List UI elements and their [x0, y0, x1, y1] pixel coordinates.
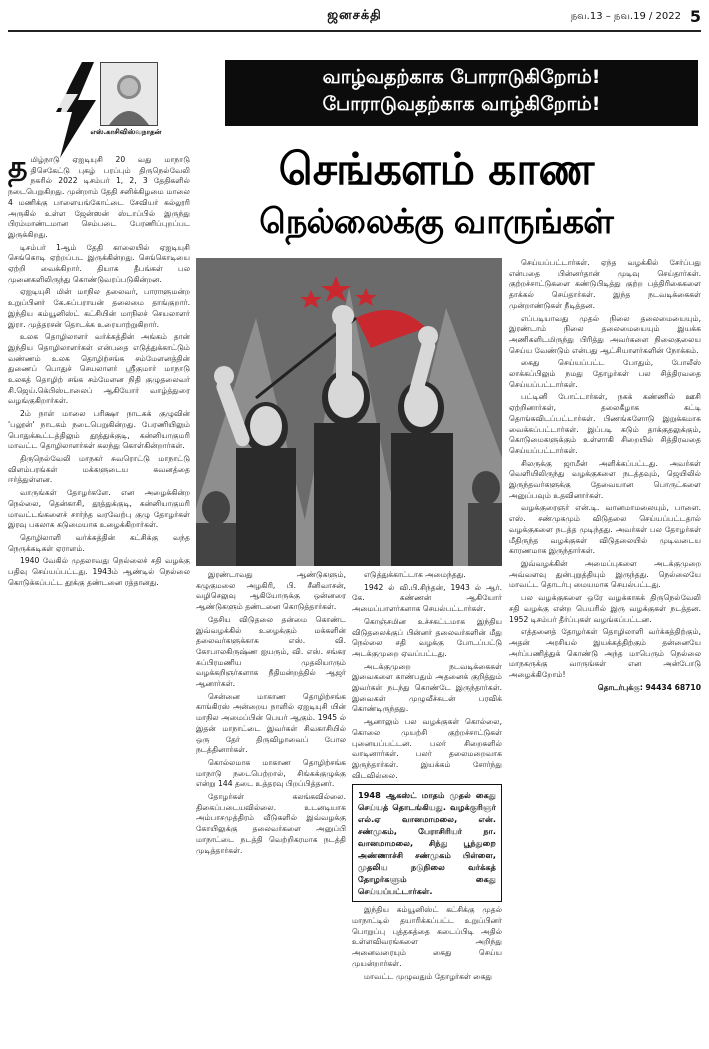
- paragraph: எப்படியாவது முதல் நிலை தலைமையையும், இரண்டாம் நிலை தலைமையையும் இயக்க அணிகளிடமிருந்து பிரித்து அவர்களை நிலைகுலைய செய்ய வேண்டும் என்பது ஆட்சியாளர்களின் நோக்கம்.: [509, 313, 701, 355]
- paragraph: கொல்லமாக மாகாண தொழிற்சங்க மாநாடு நடைபெற்றால், சிங்கக்குழுக்கு என்று 144 தடை உத்தரவு பிறப்பித்தனர்.: [196, 757, 346, 789]
- slogan-banner: [225, 60, 698, 126]
- paragraph: மாவட்ட முழுவதும் தோழர்கள் கைது: [364, 971, 492, 981]
- paragraph: தொழிலாளி வர்க்கத்தின் கட்சிக்கு வந்த நெருக்கடிகள் ஏராளம்.: [8, 532, 190, 553]
- headline: [170, 142, 702, 246]
- paragraph: பட்டினி போட்டார்கள், நகக் கண்ணில் ஊசி ஏற்றினார்கள், தலைகீழாக கட்டி தொங்கவிடப்பட்டார்கள். பிணங்களோடு இறுக்கமாக வைக்கப்பட்டார்கள். இப்படி கடும் தாக்குதலுக்கும், கொடுமைகளுக்கும் உள்ளாகி சிறையில் சித்திரவதை செய்யப்பட்டார்கள்.: [509, 392, 701, 455]
- paragraph: வழக்குரைஞர் என்.டி. வானமாமலையும், பாளை. எஸ். சண்முகமும் விடுதலை செய்யப்பட்டதால் வழக்குகளை நடத்த முடிந்தது. அவர்கள் பல தோழர்கள் மீதிருந்த வழக்குகள் விடுதலையில் முடிவடைய காரணமாக இருந்தார்கள்.: [509, 503, 701, 556]
- slogan-line-2: போராடுவதற்காக வாழ்கிறோம்!: [322, 93, 601, 115]
- paragraph: கொஞ்சமின உச்சகட்டமாக இந்திய விடுதலைக்குப் பின்னர் தலைவர்களின் மீது நெல்லை சதி வழக்கு போடப்பட்டு அடக்குமுறை ஏவப்பட்டது.: [352, 616, 502, 658]
- paragraph: திருநெல்வேலி மாநகர் சுவரொட்டு மாநாட்டு விளம்பரங்கள் மக்களுடைய கவனத்தை ஈர்த்துள்ளன.: [8, 453, 190, 485]
- column-4-body: [509, 258, 701, 681]
- contact-line: தொடர்புக்கு: 94434 68710: [597, 682, 701, 692]
- paragraph: சிலருக்கு ஜாமீன் அளிக்கப்பட்டது. அவர்கள் வெளியிலிருந்து வழக்குகளை நடத்தவும், ஜெயிலில் இருந்தவர்களுக்கு தேவையான பொருட்களை அனுப்பவும் உதவினார்கள்.: [509, 458, 701, 500]
- page-number: 5: [689, 7, 701, 26]
- column-3-body-a: [352, 570, 502, 781]
- illustration: [196, 258, 502, 566]
- paragraph: கைது செய்யப்பட்ட போதும், போலீஸ் லாக்கப்பிலும் நமது தோழர்கள் பல சித்திரவதை செய்யப்பட்டார்கள்.: [509, 358, 701, 389]
- slogan-line-1: வாழ்வதற்காக போராடுகிறோம்!: [322, 66, 601, 88]
- author-name: எஸ்.காசிவிஸ்வநாதன்: [90, 128, 162, 136]
- paragraph: அடக்குமுறை நடவடிக்கைகள் இவைகளை காண்பதும் அதனைக் குறித்தும் இவர்கள் நடந்து கொண்டே இருந்தார்கள். இவைகள் முழுவீச்சுடன் பரவிக் கொண்டிருந்தது.: [352, 661, 502, 714]
- paper-name: ஜனசக்தி: [327, 8, 382, 23]
- paragraph: டிசம்பர் 1ஆம் தேதி காலையில் ஏஐடியுசி செங்கொடி ஏற்றப்பட இருக்கின்றது. செங்கொடியை ஏற்றி வைக்கிறார். தியாக தீபங்கள் பல முனைகளிலிருந்து கொண்டுவரப்படுகின்றன.: [8, 242, 190, 284]
- column-2: [196, 570, 346, 1043]
- paragraph: மிழ்நாடு ஏஐடியுசி 20 வது மாநாடு திசெகேட்டு புகழ் பரப்பும் திருநெல்வேலி நகரில் 2022 டிசம்பர் 1, 2, 3 தேதிகளில் நடைபெறுகிறது. முன்றாம் தேதி சனிக்கிழமை மாலை 4 மணிக்கு பாளையங்கோட்டை சேவியர் கல்லூரி அருகில் உள்ள ஜேன்ஸன் ஸ்டாப்பில் இருந்து பிரம்மாண்டமான செம்படை பேரணிப்புறப்பட இருக்கிறது.: [8, 155, 190, 239]
- issue-date: நவ.13 – நவ.19 / 2022: [570, 11, 681, 22]
- paragraph: இரண்டாவது ஆண்டுகளும், கழுகுமலை அழகிரி, பி. சீனிவாசன், வழிசெலுவு ஆகியோருக்கு ஒன்னரை ஆண்டுகளும் தண்டனை கொடுத்தார்கள்.: [196, 570, 346, 612]
- author-photo: [100, 62, 158, 126]
- lightning-bolt-icon: [38, 62, 106, 158]
- column-1-body: [8, 155, 190, 588]
- drop-cap: த: [8, 155, 28, 185]
- paragraph: ஆனாலும் பல வழக்குகள் கொல்லை, கொலை முயற்சி குற்றச்சாட்டுகள் புனையப்பட்டன. பலர் சிறைகளில் வாடினார்கள். பலர் தலைமறைவாக இருந்தார்கள். இயக்கம் சோர்ந்து விடவில்லை.: [352, 717, 502, 780]
- headline-line-1: செங்களம் காண: [278, 144, 594, 195]
- paragraph: 2ம் நாள் மாலை பரிக்ஷா நாடகக் குழுவின் 'பலூன்' நாடகம் நடைபெறுகின்றது. பேரணியிலும் பொதுக்கூட்டத்திலும் தூத்துக்குடி, கன்னியாகுமரி மாவட்ட தொழிலாளர்கள் கலந்து கொள்கின்றார்கள்.: [8, 409, 190, 451]
- paragraph: தேசிய விடுதலை தன்மை கொண்ட இவ்வழக்கில் உழைக்கும் மக்களின் தலைவர்களுக்காக எஸ். வி. கோபாலகிருஷ்ண ஐயரும், வி. எஸ். சங்கர சுப்பிரமணிய முதலியாரும் வழக்கறிஞர்களாக நீதிமன்றத்தில் ஆஜர் ஆனார்கள்.: [196, 614, 346, 689]
- paragraph: பல வழக்குகளை ஒரே வழக்காகக் திருநெல்வேலி சதி வழக்கு என்ற பெயரில் இரு வழக்குகள் நடத்தன. 1952 டிசம்பர் தீர்ப்புகள் வழங்கப்பட்டன.: [509, 593, 701, 624]
- paragraph: உலக தொழிலாளர் வர்க்கத்தின் அங்கம் தான் இந்திய தொழிலாளர்கள் என்பதை எடுத்துக்காட்டும் வண்ணம் உலக தொழிற்சங்க சம்மேளனத்தின் துணைப் பொதுச் செயலாளர் ஸ்ரீகுமார் மாநாடு உலகத் தொழிற் சங்க சம்மேளன நிதி குழுதலைவர் சி.ஜெய்.கெ்பிஸ்டாலைப் ஆகியோர் வாழ்த்துரை வழங்குகிறார்கள்.: [8, 332, 190, 406]
- column-1: [8, 155, 190, 1043]
- column-3-body-b: [352, 905, 502, 982]
- column-4: [509, 258, 701, 1043]
- column-3: [352, 570, 502, 1043]
- paragraph: இந்திய கம்யூனிஸ்ட் கட்சிக்கு முதல் மாநாட்டில் தயாரிக்கப்பட்ட உறுப்பினர் பொறுப்பு புத்தகத்தை கடைப்பிடி அதில் உள்ளவிவரங்களை அறிந்து அனைவரையும் கைது செய்ய முயன்றார்கள்.: [352, 905, 502, 968]
- paragraph: தோழர்கள் கலங்கவில்லை. திகைப்படையவில்லை. உடனடியாக அம்பாசமுத்திரம் வீடுகளில் இவ்வழக்கு கோயிலுக்கு தலைவர்களை அனுப்பி மாநாட்டை நடத்தி வெற்றிகரமாக நடத்தி முடித்தார்கள்.: [196, 792, 346, 855]
- paragraph: இவ்வழக்கின் அமைப்புகளை அடக்குமுறை அவ்வளவு துன்புறுத்தியும் இருந்தது. நெல்லையே மாவட்ட தொடர்பு மையமாக செயல்பட்டது.: [509, 558, 701, 590]
- page-header: [8, 6, 701, 32]
- headline-line-2: நெல்லைக்கு வாருங்கள்: [259, 202, 613, 242]
- paragraph: சென்னை மாகாண தொழிற்சங்க காங்கிரஸ் அன்றைய நாளில் ஏஐடியுசி யின் மாநில அமைப்பின் பெயர் ஆகும். 1945 ல் இதன் மாநாட்டை இவர்கள் சிவகாசியில் ஒரு தேர் திருவிழாவைப் போல நடத்தினார்கள்.: [196, 691, 346, 755]
- paragraph: 1942 ல் வி.பி.சிந்தன், 1943 ல் ஆர். கே. கண்ணன் ஆகியோர் அமைப்பாளர்களாக செயல்பட்டார்கள்.: [352, 582, 502, 614]
- paragraph: 1940 வேகில் முதலாவது நெல்லைச் சதி வழக்கு பதிவு செய்யப்பட்டது. 1943ம் ஆண்டில் நெல்லை கொடுக்கப்பட்ட தூக்கு தண்டனை ரத்தானது.: [8, 556, 190, 587]
- paragraph: ஏஐடியுசி மின் மாநில தலைவர், பாராளுமன்ற உறுப்பினர் கே.சுப்பராயன் தலைமை தாங்குறார். இந்திய கம்யூனிஸ்ட் கட்சியின் மாநிலச் செயலாளர் இரா. முத்தரசன் தொடக்க உரையாற்றுகிறார்.: [8, 287, 190, 329]
- paragraph: எடுத்துக்காட்டாக அமைந்தது.: [364, 570, 466, 579]
- highlight-box: 1948 ஆகஸ்ட் மாதம் முதல் கைது செய்யத் தொடங்கியது. வழக்குரிஞர் எல்.ஏ வானமாமலை, என். சண்முகம், பேராசிரியர் நா. வானமாமலை, சிந்து பூந்துறை அண்ணாச்சி சண்முகம் பிள்ளை, முதலிய நடுநிலை வர்க்கத் தோழர்களும் கைது செய்யப்பட்டார்கள்.: [352, 784, 502, 902]
- paragraph: செய்யப்பட்டார்கள். ஏந்த வழக்கில் சேர்ப்பது என்பதை பின்னர்தான் முடிவு செய்தார்கள். குற்றச்சாட்டுகளை கண்டுபிடித்து குற்ற பத்திரிகைகளை தாக்கல் செய்தார்கள். இந்த நடவடிக்கைகள் முன்றாண்டுகள் நீடித்தன.: [509, 258, 701, 310]
- paragraph: எத்தனைத் தோழர்கள் தொழிலாளி வர்க்கத்திற்கும், அதன் அரசியல் இயக்கத்திற்கும் தன்னையே அர்ப்பணித்துக் கொண்டு அந்த மாபெரும் நெல்லை மாநகருக்கு வாருங்கள் என அன்போடு அழைக்கிறோம்!: [509, 627, 701, 680]
- paragraph: வாருங்கள் தோழர்களே. என அழைக்கின்ற நெல்லை, தென்காசி, தூத்துக்குடி, கன்னியாகுமரி மாவட்டங்களைச் சார்ந்த வரவேற்பு குழு தோழர்கள் இரவு பகலாக கடுமையாக உழைக்கிறார்கள்.: [8, 488, 190, 530]
- column-2-body: [196, 570, 346, 856]
